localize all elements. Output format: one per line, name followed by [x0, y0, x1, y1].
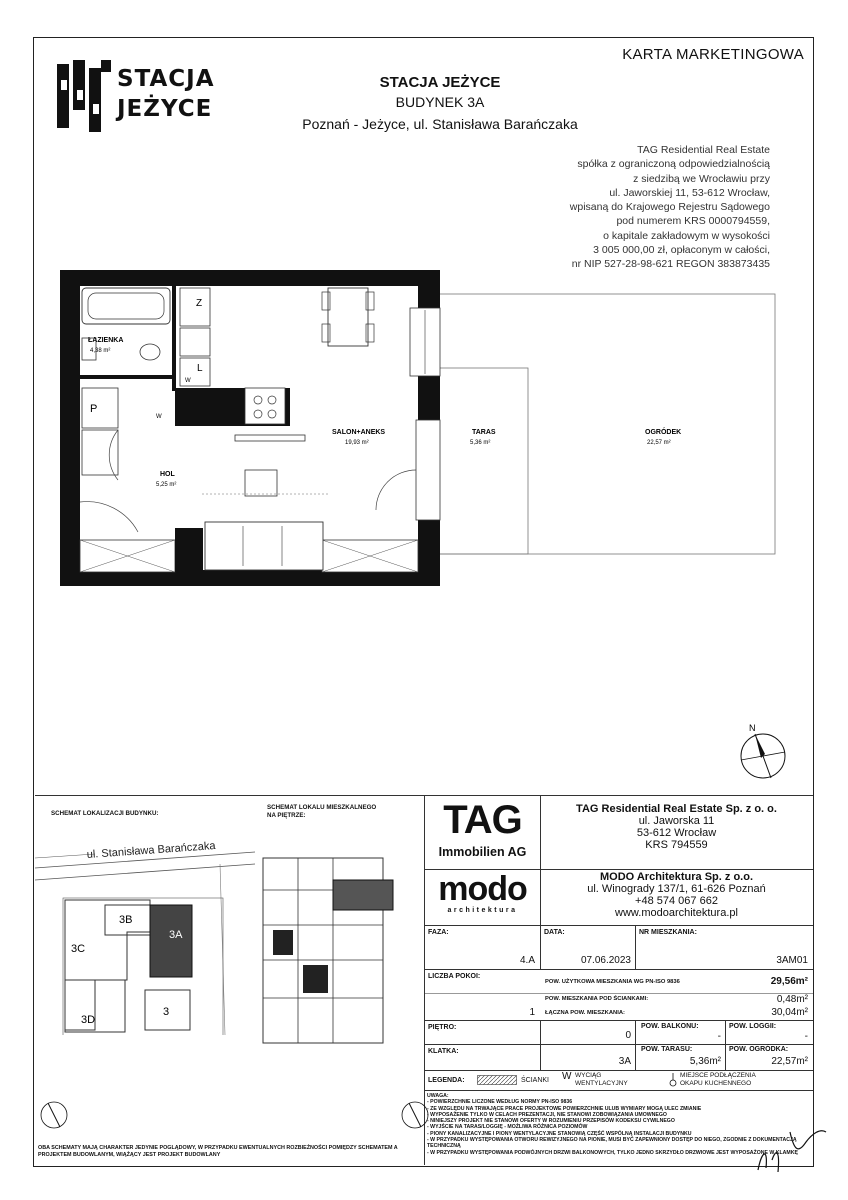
logo-line-1: STACJA: [117, 66, 215, 92]
location-scheme-title: SCHEMAT LOKALIZACJI BUDYNKU:: [51, 810, 159, 817]
closet-p-mark: P: [90, 403, 98, 415]
disclaimer: [38, 1145, 418, 1159]
tag-logo-text: TAG: [443, 798, 522, 842]
legal-line: o kapitale zakładowym w wysokości: [603, 229, 770, 242]
modo-logo: [430, 871, 535, 914]
legal-line: 3 005 000,00 zł, opłaconym w całości,: [593, 244, 770, 257]
total-area-value: 30,04m²: [771, 1007, 808, 1018]
building-3-label: 3: [163, 1006, 170, 1018]
tag-company-block: [540, 803, 813, 851]
legal-line: ul. Jaworskiej 11, 53-612 Wrocław,: [609, 186, 770, 199]
under-walls-value: 0,48m²: [776, 994, 808, 1005]
street-name: ul. Stanisława Barańczaka: [86, 840, 216, 861]
rooms-value: 1: [529, 1007, 535, 1018]
legend-walls: ŚCIANKI: [521, 1077, 550, 1084]
tag-address-1: ul. Jaworska 11: [638, 815, 715, 827]
disclaimer-line: OBA SCHEMATY MAJĄ CHARAKTER JEDYNIE POGLĄDOWY, W PRZYPADKU EWENTUALNYCH ROZBIEŻNOŚCI POMIĘDZY SCHEMATEM A: [38, 1145, 398, 1151]
garden-outline: [435, 294, 775, 554]
apartment-no-label: NR MIESZKANIA:: [639, 929, 697, 936]
usable-area-value: 29,56m²: [770, 976, 808, 987]
hall-label: HOL: [160, 471, 175, 478]
loggia-value: -: [804, 1031, 808, 1042]
floor-label: PIĘTRO:: [428, 1024, 457, 1031]
note-line: - ZE WZGLĘDU NA TRWAJĄCE PRACE PROJEKTOWE POWIERZCHNIE ULUB WYMIARY MOGĄ ULEC ZMIANIE: [427, 1105, 702, 1112]
address: Poznań - Jeżyce, ul. Stanisława Barańczaka: [302, 116, 578, 132]
note-line: - WYJŚCIE NA TARAS/LOGGIĘ - MOŻLIWA RÓŻNICA POZIOMÓW: [427, 1124, 588, 1131]
modo-address: ul. Winogrady 137/1, 61-626 Poznań: [587, 883, 766, 895]
building-3d-label: 3D: [81, 1014, 96, 1026]
floor-value: 0: [625, 1030, 631, 1041]
legend-vent-2: WENTYLACYJNY: [575, 1080, 628, 1087]
legend-hood-2: OKAPU KUCHENNEGO: [680, 1080, 752, 1087]
loggia-label: POW. LOGGII:: [729, 1023, 777, 1030]
logo-line-2: JEŻYCE: [117, 96, 213, 122]
modo-company-block: [540, 871, 813, 919]
project-title: STACJA JEŻYCE: [379, 74, 501, 91]
logo-mark-icon: [55, 60, 115, 132]
walls-hatch-icon: [477, 1075, 517, 1085]
date-value: 07.06.2023: [580, 955, 631, 966]
tag-address-2: 53-612 Wrocław: [636, 827, 717, 839]
note-line: - NINIEJSZY PROJEKT NIE STANOWI OFERTY W ROZUMIENIU PRZEPISÓW KODEKSU CYWILNEGO: [427, 1118, 675, 1125]
floor-scheme-title-1: SCHEMAT LOKALU MIESZKALNEGO: [267, 804, 377, 811]
marketing-card-label: KARTA MARKETINGOWA: [622, 46, 804, 63]
terrace-area: 5,36 m²: [470, 440, 491, 446]
closet-l-mark: L: [197, 363, 203, 374]
staircase-label: KLATKA:: [428, 1048, 459, 1055]
legend-hood-1: MIEJSCE PODŁĄCZENIA: [680, 1072, 756, 1079]
legend-label: LEGENDA:: [428, 1077, 465, 1084]
modo-logo-text: modo: [438, 870, 527, 908]
terrace-label: TARAS: [472, 429, 496, 436]
stacja-jezyce-logo: [55, 60, 215, 132]
garden-label: OGRÓDEK: [645, 429, 682, 436]
signature-icon: [750, 1120, 830, 1180]
building-3c-label: 3C: [71, 943, 86, 955]
cooktop: [245, 388, 285, 424]
hood-icon: [669, 1072, 677, 1088]
legal-line: wpisaną do Krajowego Rejestru Sądowego: [569, 201, 770, 214]
legend-hood: [680, 1072, 756, 1088]
location-map: [35, 840, 255, 1035]
floor-scheme-title-2: NA PIĘTRZE:: [267, 812, 306, 819]
building-3a-label: 3A: [169, 929, 183, 941]
north-arrow-icon: [400, 1100, 430, 1130]
garden-area-value: 22,57m²: [771, 1056, 808, 1067]
building-3b-label: 3B: [119, 914, 133, 926]
legal-line: z siedzibą we Wrocławiu przy: [633, 172, 770, 185]
living-label: SALON+ANEKS: [332, 429, 386, 436]
balcony-label: POW. BALKONU:: [641, 1023, 699, 1030]
modo-web: www.modoarchitektura.pl: [615, 907, 738, 919]
north-arrow-icon: [39, 1100, 69, 1130]
balcony-value: -: [717, 1031, 721, 1042]
notes-title: UWAGA:: [427, 1093, 449, 1099]
apartment-highlight: [333, 880, 393, 910]
bathroom-label: ŁAZIENKA: [88, 337, 124, 344]
rooms-label: LICZBA POKOI:: [428, 973, 481, 980]
vent-w-mark: W: [156, 414, 162, 420]
bathroom-area: 4,38 m²: [90, 348, 111, 354]
legal-line: spółka z ograniczoną odpowiedzialnością: [577, 158, 770, 171]
terrace-outline: [435, 368, 528, 554]
phase-value: 4.A: [519, 955, 535, 966]
info-block: [35, 795, 813, 1165]
legend-vent: [575, 1072, 628, 1088]
garden-area: 22,57 m²: [647, 440, 671, 446]
disclaimer-line: PROJEKTEM BUDOWLANYM, WIĄŻĄCY JEST PROJEKT BUDOWLANY: [38, 1152, 221, 1158]
building-title: BUDYNEK 3A: [395, 94, 485, 110]
apartment-no-value: 3AM01: [776, 955, 808, 966]
compass-n: N: [749, 723, 756, 733]
building-3a-shape: [150, 905, 192, 977]
legal-line: pod numerem KRS 0000794559,: [616, 215, 770, 228]
legal-text: [470, 143, 770, 272]
vent-w-mark: W: [185, 378, 191, 384]
hall-area: 5,25 m²: [156, 482, 177, 488]
tag-krs: KRS 794559: [645, 839, 708, 851]
date-label: DATA:: [544, 929, 565, 936]
modo-company: MODO Architektura Sp. z o.o.: [600, 871, 753, 883]
staircase-value: 3A: [618, 1056, 631, 1067]
living-area: 19,93 m²: [345, 440, 369, 446]
legal-line: TAG Residential Real Estate: [637, 144, 770, 156]
floor-scheme-map: [253, 850, 421, 1045]
floor-plan: [60, 270, 780, 590]
modo-logo-sub: architektura: [447, 907, 518, 914]
tag-company: TAG Residential Real Estate Sp. z o. o.: [576, 803, 777, 815]
usable-area-label: POW. UŻYTKOWA MIESZKANIA WG PN-ISO 9836: [545, 979, 680, 985]
terrace-area-value: 5,36m²: [689, 1056, 721, 1067]
note-line: - W PRZYPADKU WYSTĘPOWANIA PODWÓJNYCH DRZWI BALKONOWYCH, TYLKO JEDNO SKRZYDŁO DRZWIOWE JEST WYPOSAŻONE W KLAMKĘ: [427, 1149, 798, 1156]
tag-logo: [430, 799, 535, 859]
note-line: - WYPOSAŻENIE TYLKO W CELACH PREZENTACJI, NIE STANOWI ZOBOWIĄZANIA UMOWNEGO: [427, 1111, 667, 1118]
balcony-door: [416, 420, 440, 520]
legend-vent-1: WYCIĄG: [575, 1072, 602, 1079]
total-area-label: ŁĄCZNA POW. MIESZKANIA:: [545, 1010, 625, 1016]
note-line: - PIONY KANALIZACYJNE I PIONY WENTYLACYJNE STANOWIĄ CZĘŚĆ WSPÓLNĄ INSTALACJI BUDYNKU: [427, 1130, 692, 1137]
phase-label: FAZA:: [428, 929, 449, 936]
tag-logo-sub: Immobilien AG: [438, 845, 527, 859]
under-walls-label: POW. MIESZKANIA POD ŚCIANKAMI:: [545, 996, 649, 1002]
legend-w-mark: W: [562, 1071, 572, 1082]
note-line: - POWIERZCHNIE LICZONE WEDŁUG NORMY PN-ISO 9836: [427, 1099, 573, 1106]
modo-phone: +48 574 067 662: [635, 895, 718, 907]
terrace-area-label: POW. TARASU:: [641, 1046, 693, 1053]
note-line: - W PRZYPADKU WYSTĘPOWANIA OTWORU REWIZYJNEGO NA PIONIE, MUSI BYĆ ZAPEWNIONY DOSTĘP DO NIEGO, ZGODNIE Z DOKUMENTACJĄ TECHNICZNĄ: [427, 1137, 797, 1150]
closet-z-mark: Z: [196, 298, 203, 309]
garden-area-label: POW. OGRÓDKA:: [729, 1046, 789, 1053]
legal-line: nr NIP 527-28-98-621 REGON 383873435: [571, 258, 770, 271]
compass-icon: [735, 720, 791, 782]
